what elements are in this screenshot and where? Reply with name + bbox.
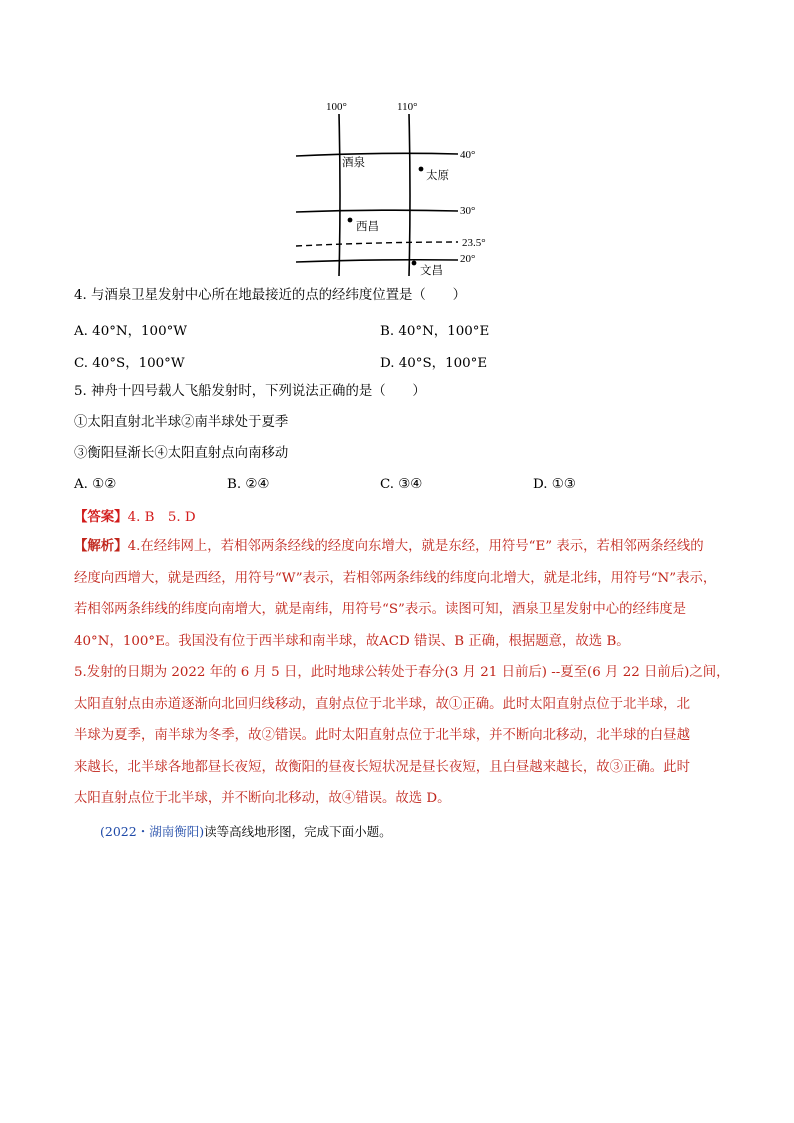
analysis-line: 5.发射的日期为 2022 年的 6 月 5 日，此时地球公转处于春分(3 月 21 日前后) --夏至(6 月 22 日前后)之间， bbox=[74, 665, 730, 680]
label-23-5: 23.5° bbox=[462, 237, 486, 249]
analysis-line-text: 4.在经纬网上，若相邻两条经线的经度向东增大，就是东经，用符号“E” 表示，若相邻两条经线的 bbox=[127, 539, 704, 554]
answer-label: 【答案】 bbox=[74, 509, 128, 525]
analysis-line: 若相邻两条纬线的纬度向南增大，就是南纬，用符号“S”表示。读图可知，酒泉卫星发射中心的经纬度是 bbox=[74, 602, 687, 617]
answer-text: 4. B 5. D bbox=[127, 510, 196, 525]
intro-text: 读等高线地形图，完成下面小题。 bbox=[204, 824, 392, 839]
answer-line bbox=[74, 508, 196, 527]
label-20: 20° bbox=[460, 253, 476, 265]
meridian-100 bbox=[339, 114, 340, 276]
q5-option-d: D. ①③ bbox=[533, 477, 576, 492]
city-xichang: 西昌 bbox=[356, 219, 379, 233]
q4-option-c: C. 40°S，100°W bbox=[74, 356, 185, 371]
analysis-line: 40°N，100°E。我国没有位于西半球和南半球，故ACD 错误、B 正确，根据题意，故选 B。 bbox=[74, 633, 630, 649]
parallel-23-5 bbox=[296, 242, 458, 246]
label-100: 100° bbox=[326, 101, 347, 113]
parallel-40 bbox=[296, 153, 458, 156]
q5-option-b: B. ②④ bbox=[227, 477, 270, 492]
q4-option-d: D. 40°S，100°E bbox=[380, 356, 488, 371]
q4-stem: 4. 与酒泉卫星发射中心所在地最接近的点的经纬度位置是（ ） bbox=[74, 288, 466, 303]
dot-wenchang bbox=[412, 261, 417, 266]
analysis-line bbox=[74, 531, 724, 563]
q4-option-a: A. 40°N，100°W bbox=[74, 324, 188, 339]
q5-option-a: A. ①② bbox=[74, 477, 117, 492]
label-40: 40° bbox=[460, 149, 476, 161]
q5-statement-2: ③衡阳昼渐长④太阳直射点向南移动 bbox=[74, 446, 289, 461]
parallel-20 bbox=[296, 260, 458, 262]
q5-stem: 5. 神舟十四号载人飞船发射时，下列说法正确的是（ ） bbox=[74, 384, 426, 399]
city-wenchang: 文昌 bbox=[420, 263, 443, 277]
analysis-label: 【解析】 bbox=[74, 538, 128, 554]
analysis-line: 太阳直射点位于北半球，并不断向北移动，故④错误。故选 D。 bbox=[74, 791, 451, 806]
analysis-line: 来越长，北半球各地都昼长夜短，故衡阳的昼夜长短状况是昼长夜短，且白昼越来越长，故③正确。此时 bbox=[74, 759, 690, 775]
analysis-line: 半球为夏季，南半球为冬季，故②错误。此时太阳直射点位于北半球，并不断向北移动，北半球的白昼越 bbox=[74, 728, 690, 743]
city-taiyuan: 太原 bbox=[426, 168, 449, 182]
dot-xichang bbox=[348, 218, 353, 223]
city-jiuquan: 酒泉 bbox=[342, 155, 365, 169]
next-question-intro bbox=[100, 822, 392, 840]
analysis-line: 太阳直射点由赤道逐渐向北回归线移动，直射点位于北半球，故①正确。此时太阳直射点位于北半球，北 bbox=[74, 696, 690, 712]
dot-taiyuan bbox=[419, 167, 424, 172]
q4-option-b: B. 40°N，100°E bbox=[380, 324, 490, 339]
analysis-paragraph-1 bbox=[74, 531, 724, 657]
meridian-110 bbox=[409, 114, 410, 276]
grid-svg bbox=[290, 96, 500, 281]
q5-statement-1: ①太阳直射北半球②南半球处于夏季 bbox=[74, 415, 289, 430]
analysis-line: 经度向西增大，就是西经，用符号“W”表示，若相邻两条纬线的纬度向北增大，就是北纬，用符号“N”表示， bbox=[74, 570, 717, 586]
q5-option-c: C. ③④ bbox=[380, 477, 423, 492]
analysis-paragraph-2 bbox=[74, 657, 730, 815]
lat-long-grid-figure bbox=[290, 96, 500, 281]
label-110: 110° bbox=[397, 101, 418, 113]
parallel-30 bbox=[296, 210, 458, 212]
source-tag: (2022・湖南衡阳) bbox=[100, 824, 205, 839]
label-30: 30° bbox=[460, 205, 476, 217]
